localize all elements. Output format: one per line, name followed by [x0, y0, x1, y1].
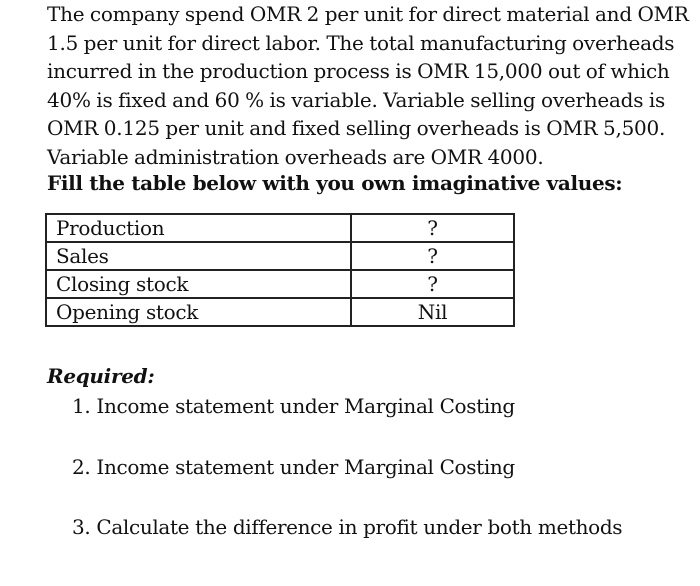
table-row [46, 214, 514, 242]
values-table [45, 213, 515, 327]
problem-paragraph [47, 0, 689, 171]
required-heading: Required: [47, 364, 155, 388]
required-item: 2. Income statement under Marginal Costing [72, 455, 515, 479]
row-label: Closing stock [46, 270, 351, 298]
paragraph-line: The company spend OMR 2 per unit for direct material and OMR [47, 2, 689, 26]
table-row [46, 298, 514, 326]
paragraph-line: Variable administration overheads are OMR 4000. [47, 144, 544, 169]
row-label: Production [46, 214, 351, 242]
row-value: ? [351, 242, 514, 270]
row-value: Nil [351, 298, 514, 326]
row-label: Opening stock [46, 298, 351, 326]
paragraph-line: 1.5 per unit for direct labor. The total manufacturing overheads [47, 30, 675, 55]
required-item: 1. Income statement under Marginal Costing [72, 394, 515, 418]
row-value: ? [351, 270, 514, 298]
row-value: ? [351, 214, 514, 242]
table-row [46, 242, 514, 270]
paragraph-line: incurred in the production process is OMR 15,000 out of which [47, 59, 670, 83]
table-row [46, 270, 514, 298]
required-item: 3. Calculate the difference in profit under both methods [72, 515, 623, 539]
table-instruction: Fill the table below with you own imaginative values: [47, 171, 623, 195]
paragraph-line: OMR 0.125 per unit and fixed selling overheads is OMR 5,500. [47, 116, 666, 140]
paragraph-line: 40% is fixed and 60 % is variable. Variable selling overheads is [47, 87, 666, 112]
row-label: Sales [46, 242, 351, 270]
